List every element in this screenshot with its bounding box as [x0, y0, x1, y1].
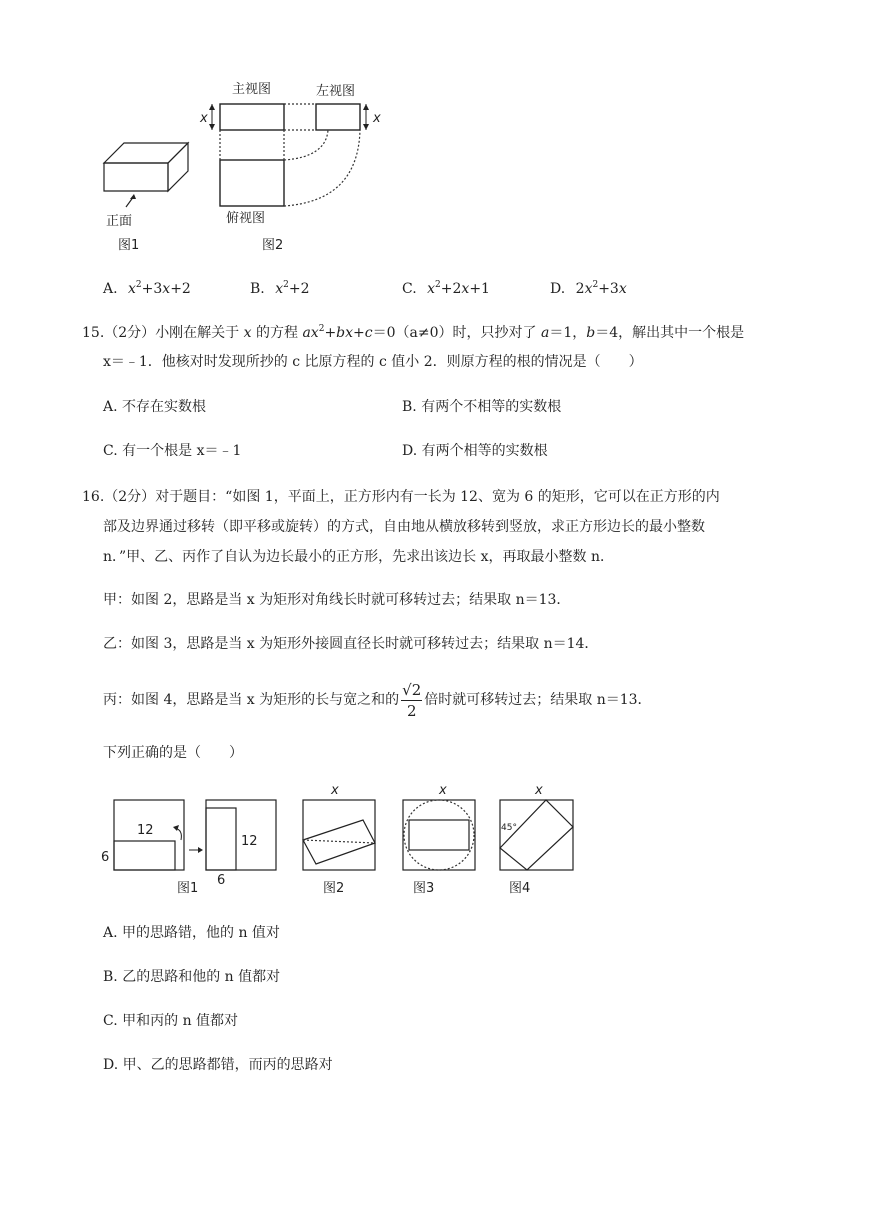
q14-figure: [90, 75, 410, 255]
q16-bing: 丙：如图 4，思路是当 x 为矩形的长与宽之和的 $\frac{√2}{2}$ 倍时就可移转过去；结果取 n＝13．: [103, 680, 652, 720]
q16-yi: 乙：如图 3，思路是当 x 为矩形外接圆直径长时就可移转过去；结果取 n＝14．: [103, 636, 599, 652]
left-view-label: 左视图: [316, 84, 356, 99]
front-label: 正面: [106, 214, 133, 229]
main-view-label: 主视图: [232, 82, 272, 97]
fig1b-len6: 6: [217, 873, 226, 888]
q16-option-c[interactable]: C. 甲和丙的 n 值都对: [103, 1013, 239, 1029]
fig3-x: x: [439, 783, 447, 798]
dim-x-left: x: [200, 111, 208, 126]
fig4-caption: 图4: [509, 881, 531, 896]
main-view-rect: [220, 104, 284, 130]
sqrt2-over-2-fraction: $\frac{√2}{2}$: [402, 680, 422, 720]
q16-jia: 甲：如图 2，思路是当 x 为矩形对角线长时就可移转过去；结果取 n＝13．: [103, 592, 571, 608]
q15-option-c[interactable]: C. 有一个根是 x＝﹣1: [103, 443, 242, 459]
fig2-x: x: [331, 783, 339, 798]
fig3-caption: 图3: [413, 881, 435, 896]
q14-option-d[interactable]: D. $2x^2+3x$: [550, 280, 627, 297]
fig1-caption: 图1: [118, 238, 140, 253]
fig1b-len12: 12: [241, 834, 258, 849]
top-view-label: 俯视图: [226, 211, 266, 226]
fig4-angle: 45°: [501, 823, 517, 833]
q14-option-a[interactable]: A. $x^2+3x+2$: [103, 280, 191, 297]
fig2-caption: 图2: [262, 238, 284, 253]
q16-line1: 16.（2分）对于题目：“如图 1，平面上，正方形内有一长为 12、宽为 6 的矩形，它可以在正方形的内: [82, 489, 720, 505]
fig4-x: x: [535, 783, 543, 798]
q16-option-a[interactable]: A. 甲的思路错，他的 n 值对: [103, 925, 280, 941]
fig1-caption: 图1: [177, 881, 199, 896]
q15-option-d[interactable]: D. 有两个相等的实数根: [402, 443, 548, 459]
q15-line1: 15.（2分）小刚在解关于 x 的方程 $ax^2+bx+c=0(a\ne 0)$时，只抄对了 a＝1，b＝4，解出其中一个根是: [82, 324, 745, 341]
q16-line2: 部及边界通过移转（即平移或旋转）的方式，自由地从横放移转到竖放，求正方形边长的最小整数: [103, 519, 705, 535]
q14-option-b[interactable]: B. $x^2+2$: [250, 280, 310, 297]
q16-prompt: 下列正确的是（ ）: [103, 745, 243, 761]
fig1-len12: 12: [137, 823, 154, 838]
q14-option-c[interactable]: C. $x^2+2x+1$: [402, 280, 490, 297]
top-view-rect: [220, 160, 284, 206]
cuboid-drawing: [104, 143, 188, 191]
q16-option-d[interactable]: D. 甲、乙的思路都错，而丙的思路对: [103, 1057, 333, 1073]
fig1-len6: 6: [101, 850, 110, 865]
q16-figures: [95, 780, 595, 905]
left-view-rect: [316, 104, 360, 130]
q16-line3: n．”甲、乙、丙作了自认为边长最小的正方形，先求出该边长 x，再取最小整数 n．: [103, 549, 614, 565]
q15-option-a[interactable]: A. 不存在实数根: [103, 399, 207, 415]
q15-option-b[interactable]: B. 有两个不相等的实数根: [402, 399, 562, 415]
q15-line2: x＝﹣1．他核对时发现所抄的 c 比原方程的 c 值小 2．则原方程的根的情况是（ ）: [103, 354, 643, 370]
q16-option-b[interactable]: B. 乙的思路和他的 n 值都对: [103, 969, 281, 985]
dim-x-right: x: [373, 111, 381, 126]
fig2-caption: 图2: [323, 881, 345, 896]
